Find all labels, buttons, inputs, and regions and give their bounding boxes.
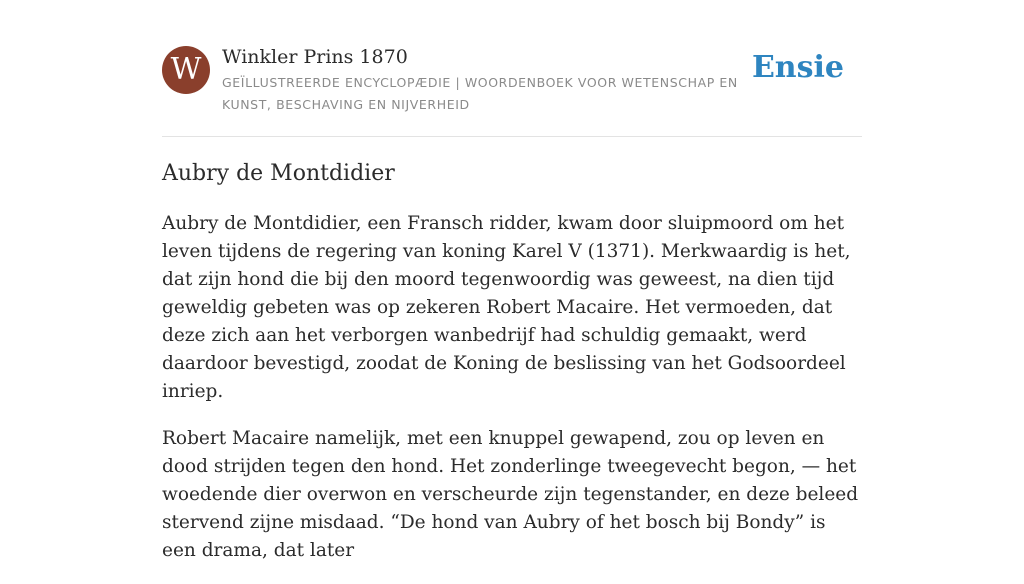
publication-title[interactable]: Winkler Prins 1870 <box>222 46 408 68</box>
publication-avatar[interactable]: W <box>162 46 210 94</box>
article-paragraph-2: Robert Macaire namelijk, met een knuppel gewapend, zou op leven en dood strijden tegen den hond. Het zonderlinge tweegevecht begon, — het woedende dier overwon en verscheurde zijn tegenstander, en deze beleed stervend zijne misdaad. “De hond van Aubry of het bosch bij Bondy” is een drama, dat later <box>162 428 859 561</box>
article <box>162 158 862 584</box>
article-title: Aubry de Montdidier <box>162 161 395 186</box>
ensie-logo-link[interactable]: Ensie <box>751 50 844 85</box>
publication-subtitle: GEÏLLUSTREERDE ENCYCLOPÆDIE | WOORDENBOEK VOOR WETENSCHAP EN KUNST, BESCHAVING EN NIJVERHEID <box>222 75 738 112</box>
site-header <box>162 40 862 137</box>
article-paragraph-1: Aubry de Montdidier, een Fransch ridder, kwam door sluipmoord om het leven tijdens de regering van koning Karel V (1371). Merkwaardig is het, dat zijn hond die bij den moord tegenwoordig was geweest, na dien tijd geweldig gebeten was op zekeren Robert Macaire. Het vermoeden, dat deze zich aan het verborgen wanbedrijf had schuldig gemaakt, werd daardoor bevestigd, zoodat de Koning de beslissing van het Godsoordeel inriep. <box>162 213 851 402</box>
